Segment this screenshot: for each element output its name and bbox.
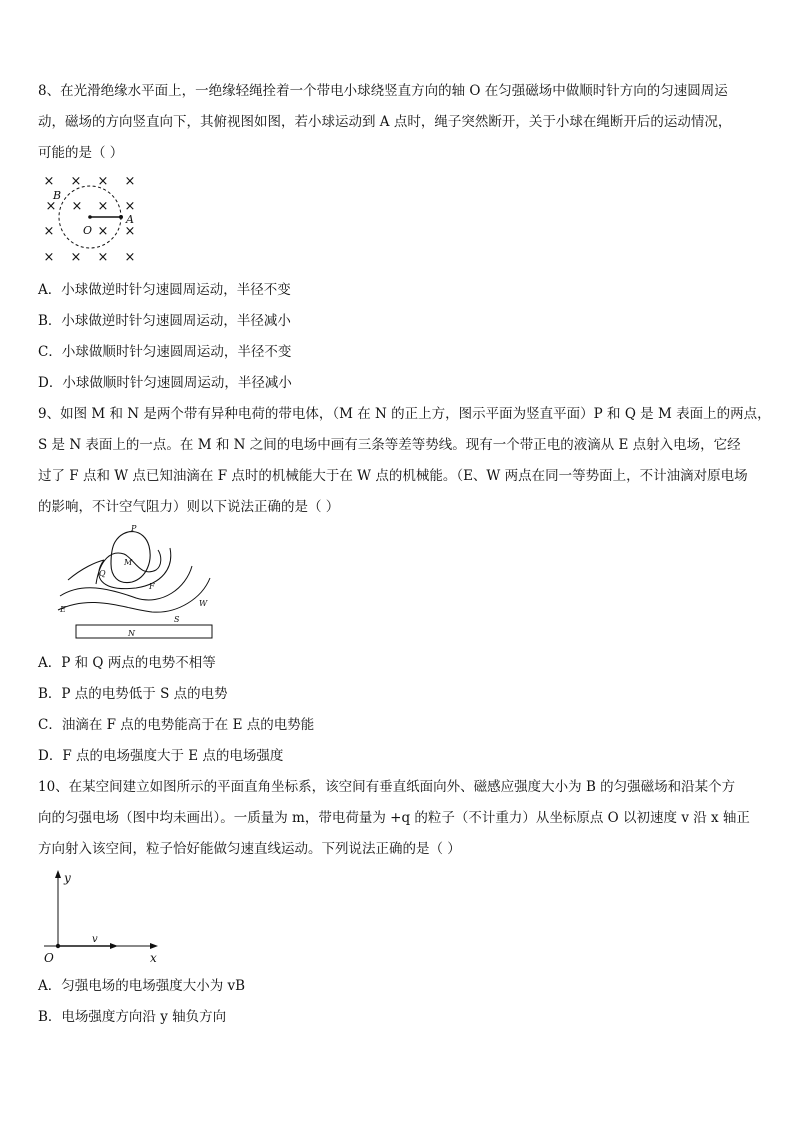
axis-point-o [88,215,92,219]
q10-stem-line-3: 方向射入该空间，粒子恰好能做匀速直线运动。下列说法正确的是（ ） [38,841,461,857]
label-a: A [126,213,134,226]
q9-stem-line-4: 的影响，不计空气阻力）则以下说法正确的是（ ） [38,499,340,515]
cross-mark: × [43,224,55,239]
conductor-n [76,625,212,638]
q9-option-b[interactable]: B．P 点的电势低于 S 点的电势 [38,686,228,702]
q8-figure-svg [40,168,150,268]
label-o: O [44,951,54,965]
velocity-arrow [110,943,118,949]
cross-mark: × [124,224,136,239]
label-p: P [131,524,137,533]
q10-stem-line-1: 10、在某空间建立如图所示的平面直角坐标系，该空间有垂直纸面向外、磁感应强度大小为 B 的匀强磁场和沿某个方 [38,779,736,795]
cross-mark: × [45,199,57,214]
cross-mark: × [71,199,83,214]
equipotential-line-inner [96,550,161,584]
q10-option-a[interactable]: A．匀强电场的电场强度大小为 vB [38,978,246,994]
q8-magnetic-field-figure [40,168,150,268]
q10-coordinate-figure [40,866,170,966]
q10-stem-line-2: 向的匀强电场（图中均未画出）。一质量为 m，带电荷量为 +q 的粒子（不计重力）从坐标原点 O 以初速度 v 沿 x 轴正 [38,810,750,826]
q8-stem-line-3: 可能的是（ ） [38,145,124,161]
cross-mark: × [124,250,136,265]
equipotential-line-middle [68,548,171,589]
label-m: M [124,558,133,567]
q9-equipotential-figure [52,522,222,642]
cross-mark: × [43,250,55,265]
cross-mark: × [97,199,109,214]
cross-mark: × [70,174,82,189]
q8-stem-line-1: 8、在光滑绝缘水平面上，一绝缘轻绳拴着一个带电小球绕竖直方向的轴 O 在匀强磁场中做顺时针方向的匀速圆周运 [38,83,728,99]
label-n: N [128,629,135,638]
equipotential-line-outer [58,578,210,612]
q9-stem-line-2: S 是 N 表面上的一点。在 M 和 N 之间的电场中画有三条等差等势线。现有一个带正电的液滴从 E 点射入电场，它经 [38,437,741,453]
label-w: W [199,599,208,608]
cross-mark: × [97,250,109,265]
q8-option-b[interactable]: B．小球做逆时针匀速圆周运动，半径减小 [38,313,291,329]
q9-figure-svg [52,522,222,642]
q9-option-c[interactable]: C．油滴在 F 点的电势能高于在 E 点的电势能 [38,717,315,733]
ball-point-a [119,215,123,219]
label-f: F [149,582,155,591]
y-axis-arrow [55,870,61,878]
particle-point [56,944,60,948]
q8-option-a[interactable]: A．小球做逆时针匀速圆周运动，半径不变 [38,282,291,298]
label-x: x [150,951,157,965]
label-v: v [92,934,98,945]
cross-mark: × [70,250,82,265]
q9-option-d[interactable]: D．F 点的电场强度大于 E 点的电场强度 [38,748,284,764]
x-axis-arrow [150,943,158,949]
label-q: Q [99,569,106,578]
q10-figure-svg [40,866,170,966]
q8-stem-line-2: 动，磁场的方向竖直向下，其俯视图如图，若小球运动到 A 点时，绳子突然断开，关于小球在绳断开后的运动情况， [38,114,732,130]
q9-stem-line-3: 过了 F 点和 W 点已知油滴在 F 点时的机械能大于在 W 点的机械能。（E、W 两点在同一等势面上，不计油滴对原电场 [38,468,748,484]
q10-option-b[interactable]: B．电场强度方向沿 y 轴负方向 [38,1009,227,1025]
label-s: S [174,615,180,624]
q9-stem-line-1: 9、如图 M 和 N 是两个带有异种电荷的带电体，（M 在 N 的正上方，图示平面为竖直平面）P 和 Q 是 M 表面上的两点， [38,406,771,422]
cross-mark: × [97,174,109,189]
label-y: y [64,871,71,885]
label-b: B [53,189,62,202]
q8-option-d[interactable]: D．小球做顺时针匀速圆周运动，半径减小 [38,375,292,391]
q9-option-a[interactable]: A．P 和 Q 两点的电势不相等 [38,655,216,671]
cross-mark: × [43,174,55,189]
cross-mark: × [124,199,136,214]
cross-mark: × [124,174,136,189]
q8-option-c[interactable]: C．小球做顺时针匀速圆周运动，半径不变 [38,344,292,360]
label-e: E [60,605,66,614]
cross-mark: × [97,224,109,239]
label-o: O [83,224,93,237]
